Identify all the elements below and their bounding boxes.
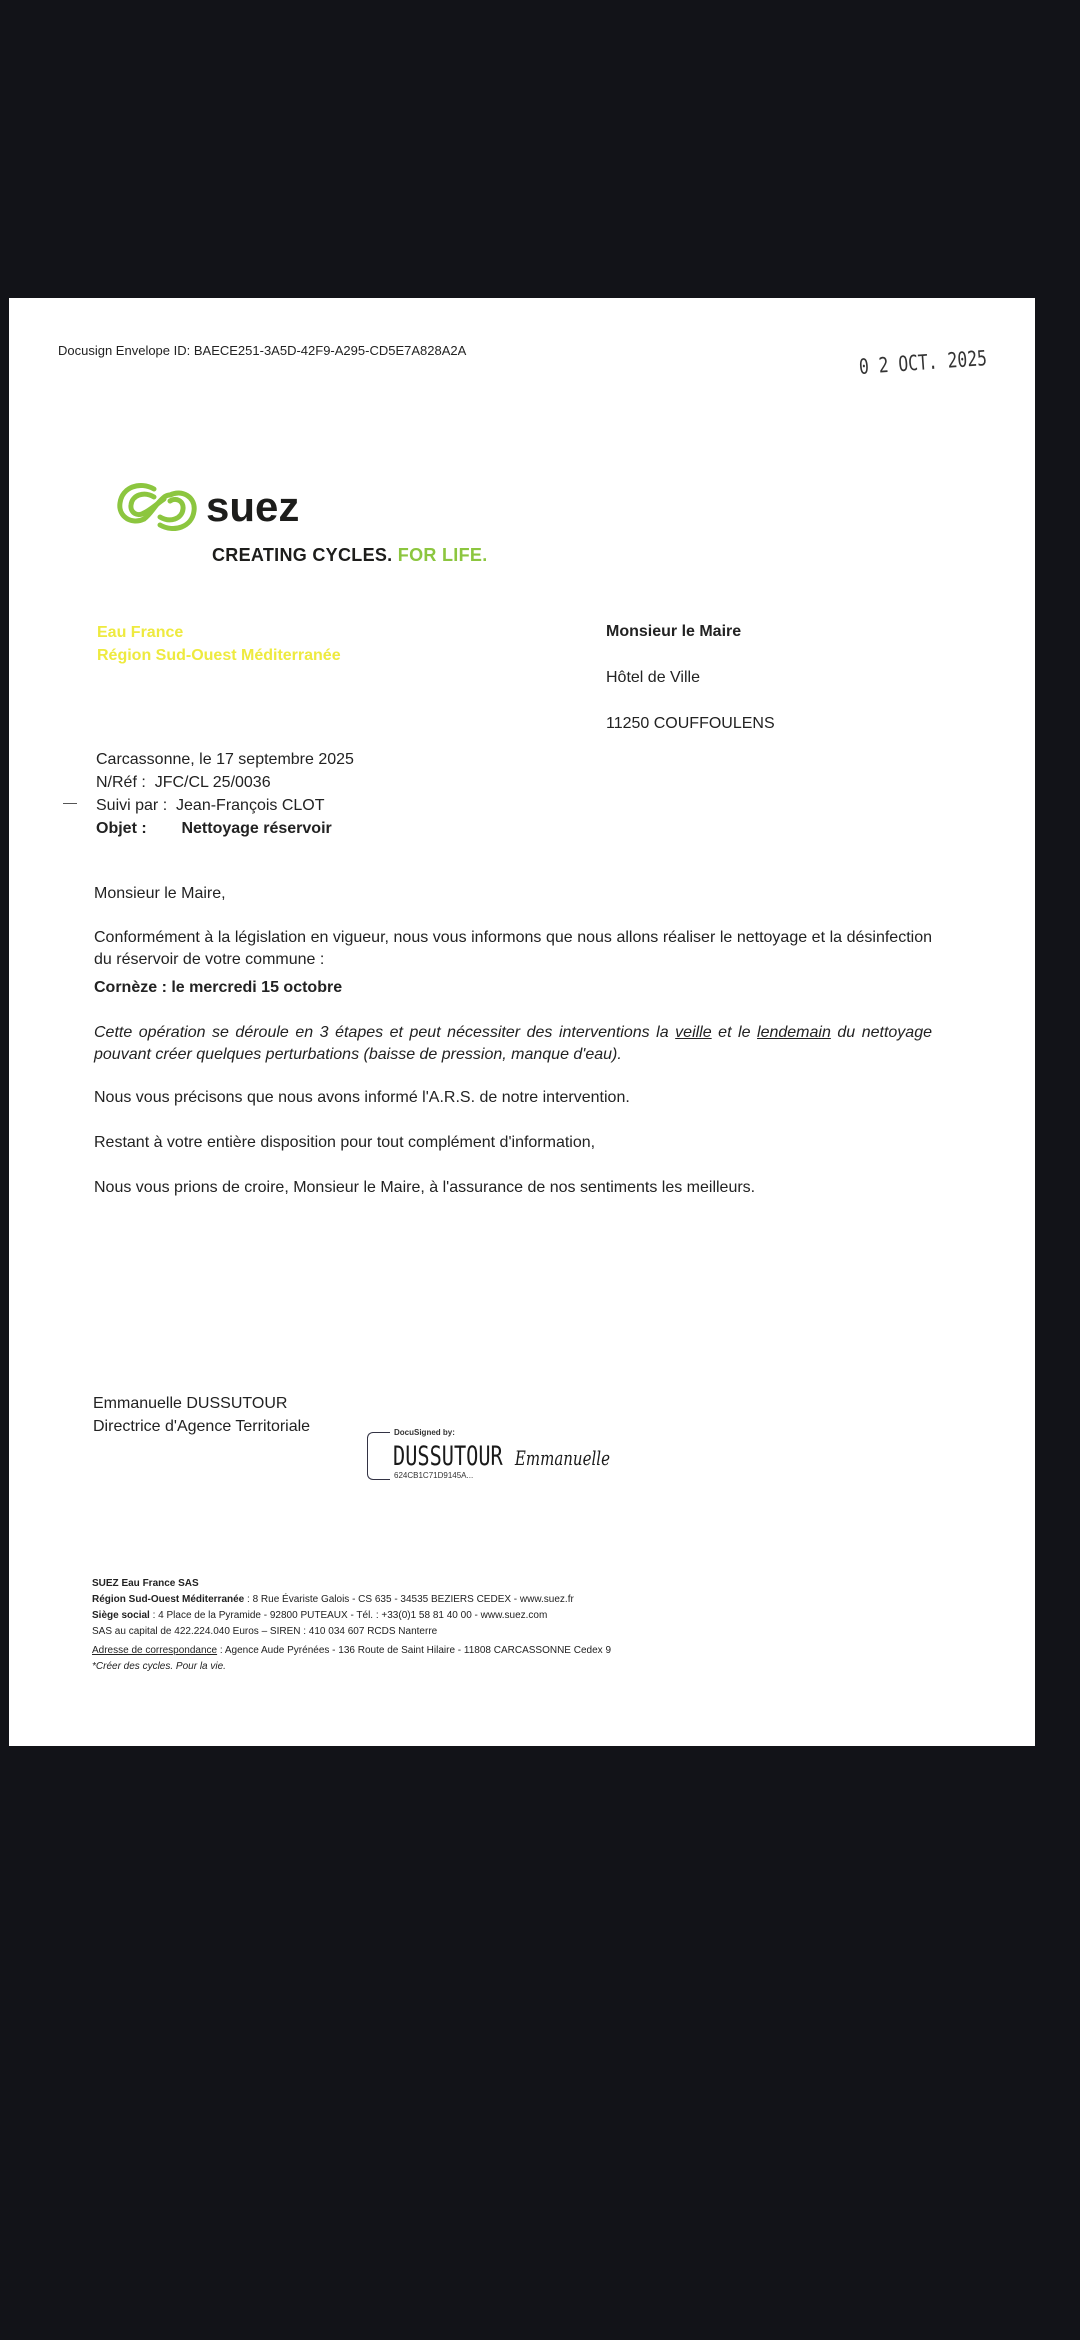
body-paragraph-3: Nous vous précisons que nous avons informé l'A.R.S. de notre intervention.	[94, 1089, 630, 1106]
ref-value: JFC/CL 25/0036	[154, 774, 271, 791]
footer-hq	[92, 1608, 611, 1624]
letter-footer	[92, 1576, 611, 1675]
footer-corr-label: Adresse de correspondance	[92, 1645, 218, 1656]
letter-followed-by	[96, 794, 354, 817]
footer-hq-label: Siège social	[92, 1610, 150, 1621]
schedule-line: Cornèze : le mercredi 15 octobre	[94, 979, 343, 996]
suez-logo	[114, 477, 354, 537]
sender-line1: Eau France	[97, 624, 184, 641]
body-paragraph-5: Nous vous prions de croire, Monsieur le Maire, à l'assurance de nos sentiments les meilleurs.	[94, 1179, 756, 1196]
tagline-part1: CREATING CYCLES.	[212, 545, 393, 565]
signer-title: Directrice d'Agence Territoriale	[93, 1418, 311, 1435]
letter-reference	[96, 771, 354, 794]
recipient-address1: Hôtel de Ville	[606, 669, 700, 686]
fold-mark	[63, 803, 77, 804]
footer-hq-value: : 4 Place de la Pyramide - 92800 PUTEAUX - Tél. : +33(0)1 58 81 40 00 - www.suez.com	[152, 1610, 548, 1621]
docusign-signature	[393, 1441, 610, 1472]
recipient-block	[606, 623, 775, 761]
recipient-name: Monsieur le Maire	[606, 623, 742, 640]
italic-part1: Cette opération se déroule en 3 étapes et peut nécessiter des interventions la	[94, 1024, 669, 1041]
letter-date: Carcassonne, le 17 septembre 2025	[96, 751, 354, 768]
docusign-label: DocuSigned by:	[394, 1428, 455, 1437]
tagline	[212, 545, 488, 566]
letter-object	[96, 817, 354, 840]
footer-motto: *Créer des cycles. Pour la vie.	[92, 1661, 226, 1672]
object-value: Nettoyage réservoir	[181, 820, 332, 837]
footer-correspondence	[92, 1643, 611, 1659]
sender-line2: Région Sud-Ouest Méditerranée	[97, 647, 341, 664]
sender-block	[97, 621, 341, 667]
greeting: Monsieur le Maire,	[94, 885, 226, 902]
suez-logo-wordmark: suez	[206, 483, 300, 530]
footer-corr-value: : Agence Aude Pyrénées - 136 Route de Saint Hilaire - 11808 CARCASSONNE Cedex 9	[219, 1645, 612, 1656]
docusign-envelope-id: Docusign Envelope ID: BAECE251-3A5D-42F9-A295-CD5E7A828A2A	[58, 343, 467, 358]
ref-label: N/Réf :	[96, 774, 146, 791]
letter-meta	[96, 748, 354, 840]
letter-page	[9, 298, 1035, 1746]
object-label: Objet :	[96, 820, 147, 837]
docusign-bracket	[367, 1432, 390, 1480]
footer-region-value: : 8 Rue Évariste Galois - CS 635 - 34535 BEZIERS CEDEX - www.suez.fr	[247, 1594, 574, 1605]
received-date-stamp: 0 2 OCT. 2025	[858, 346, 988, 379]
italic-veille: veille	[675, 1024, 712, 1041]
footer-capital: SAS au capital de 422.224.040 Euros – SIREN : 410 034 607 RCDS Nanterre	[92, 1626, 438, 1637]
recipient-address2: 11250 COUFFOULENS	[606, 715, 775, 732]
letter-body	[94, 885, 932, 1197]
signer-name: Emmanuelle DUSSUTOUR	[93, 1395, 288, 1412]
italic-part2: et le	[718, 1024, 751, 1041]
tagline-part2: FOR LIFE.	[397, 545, 488, 565]
signature-caps: DUSSUTOUR	[393, 1441, 503, 1472]
followed-value: Jean-François CLOT	[176, 797, 325, 814]
body-paragraph-1: Conformément à la législation en vigueur, nous vous informons que nous allons réaliser le nettoyage et la désinfection du réservoir de votre commune :	[94, 929, 932, 968]
body-paragraph-2	[94, 1022, 932, 1066]
footer-region-label: Région Sud-Ouest Méditerranée	[92, 1594, 245, 1605]
signature-script: Emmanuelle	[514, 1446, 610, 1470]
followed-label: Suivi par :	[96, 797, 168, 814]
signer-block	[93, 1392, 310, 1438]
footer-region	[92, 1592, 611, 1608]
italic-lendemain: lendemain	[757, 1024, 831, 1041]
italic-part3: du nettoyage pouvant créer quelques perturbations (baisse de pression, manque d'eau).	[94, 1024, 932, 1063]
body-paragraph-4: Restant à votre entière disposition pour tout complément d'information,	[94, 1134, 596, 1151]
footer-company: SUEZ Eau France SAS	[92, 1578, 199, 1589]
docusign-id: 624CB1C71D9145A...	[394, 1471, 474, 1480]
